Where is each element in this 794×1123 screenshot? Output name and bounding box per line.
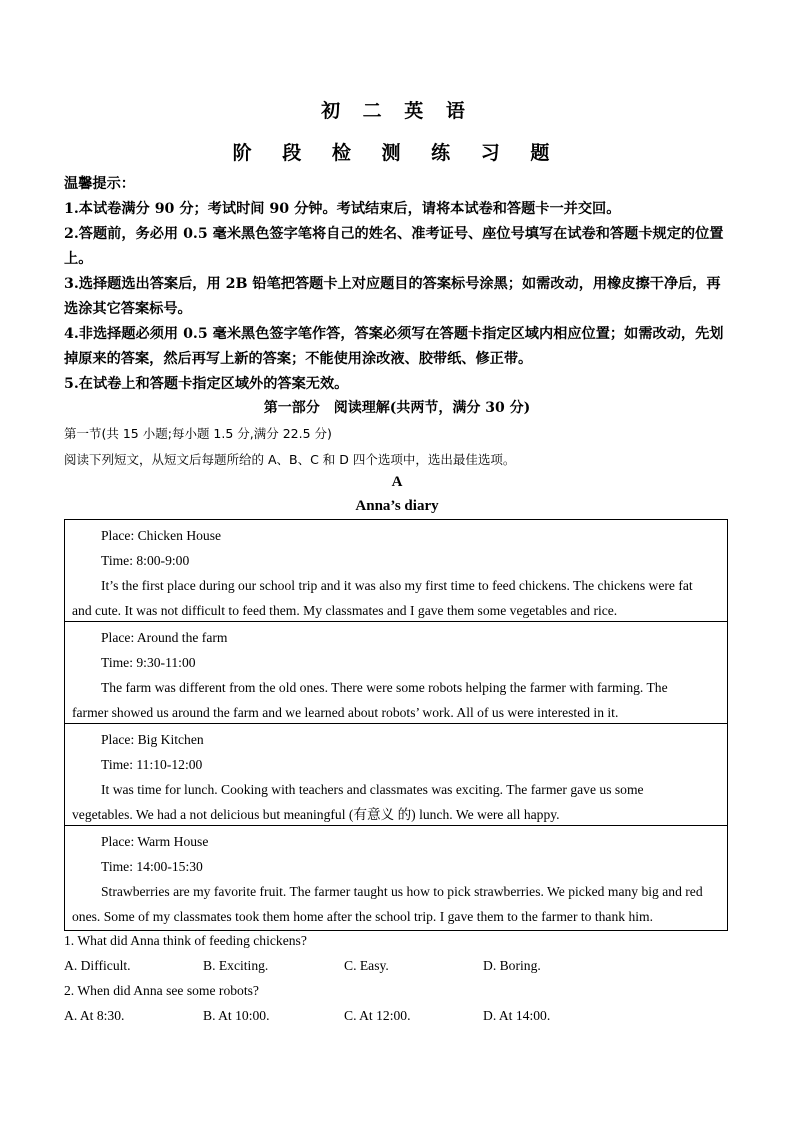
notice-heading: 温馨提示：: [64, 176, 135, 192]
option-b: B. At 10:00.: [203, 1008, 270, 1023]
entry-place: Place: Big Kitchen: [101, 732, 204, 747]
option-c: C. Easy.: [344, 958, 389, 973]
passage-title: Anna’s diary: [355, 498, 439, 514]
notice-item: 3.选择题选出答案后，用 2B 铅笔把答题卡上对应题目的答案标号涂黑；如需改动，用橡皮擦干净后，再选涂其它答案标号。: [64, 276, 721, 317]
option-c: C. At 12:00.: [344, 1008, 411, 1023]
diary-entry: [65, 622, 727, 724]
entry-text: ones. Some of my classmates took them home after the school trip. I gave them to the farmer to thank him.: [72, 909, 653, 924]
entry-place: Place: Around the farm: [101, 630, 228, 645]
instruction: 阅读下列短文，从短文后每题所给的 A、B、C 和 D 四个选项中，选出最佳选项。: [64, 452, 516, 467]
notice-item: 5.在试卷上和答题卡指定区域外的答案无效。: [64, 376, 349, 392]
question-stem: 2. When did Anna see some robots?: [64, 983, 259, 998]
entry-text: The farm was different from the old ones. There were some robots helping the farmer with farming. The: [101, 680, 668, 695]
notice-item: 1.本试卷满分 90 分；考试时间 90 分钟。考试结束后，请将本试卷和答题卡一并交回。: [64, 201, 621, 217]
entry-text: vegetables. We had a not delicious but meaningful (有意义 的) lunch. We were all happy.: [72, 807, 560, 822]
section-title: 第一节(共 15 小题;每小题 1.5 分,满分 22.5 分): [64, 426, 332, 441]
question-stem: 1. What did Anna think of feeding chickens?: [64, 933, 307, 948]
entry-text: Strawberries are my favorite fruit. The farmer taught us how to pick strawberries. We picked many big and red: [101, 884, 703, 899]
notice-block: [64, 172, 734, 397]
entry-time: Time: 14:00-15:30: [101, 859, 203, 874]
entry-text: and cute. It was not difficult to feed them. My classmates and I gave them some vegetables and rice.: [72, 603, 618, 618]
page-title: 初 二 英 语: [321, 100, 473, 122]
diary-table: [64, 519, 728, 931]
diary-entry: [65, 520, 727, 622]
entry-time: Time: 8:00-9:00: [101, 553, 190, 568]
option-b: B. Exciting.: [203, 958, 269, 973]
notice-item: 4.非选择题必须用 0.5 毫米黑色签字笔作答，答案必须写在答题卡指定区域内相应位置；如需改动，先划掉原来的答案，然后再写上新的答案；不能使用涂改液、胶带纸、修正带。: [64, 326, 724, 367]
part-title: 第一部分 阅读理解(共两节，满分 30 分): [263, 400, 531, 416]
notice-item: 2.答题前，务必用 0.5 毫米黑色签字笔将自己的姓名、准考证号、座位号填写在试卷和答题卡规定的位置上。: [64, 226, 724, 267]
option-d: D. Boring.: [483, 958, 541, 973]
page-subtitle: 阶 段 检 测 练 习 题: [232, 142, 562, 164]
entry-text: farmer showed us around the farm and we learned about robots’ work. All of us were interested in it.: [72, 705, 619, 720]
entry-place: Place: Chicken House: [101, 528, 222, 543]
entry-time: Time: 11:10-12:00: [101, 757, 203, 772]
entry-text: It’s the first place during our school trip and it was also my first time to feed chickens. The chickens were fat: [101, 578, 693, 593]
option-d: D. At 14:00.: [483, 1008, 551, 1023]
option-a: A. Difficult.: [64, 958, 131, 973]
passage-letter: A: [391, 474, 403, 490]
diary-entry: [65, 826, 727, 930]
entry-place: Place: Warm House: [101, 834, 209, 849]
option-a: A. At 8:30.: [64, 1008, 125, 1023]
diary-entry: [65, 724, 727, 826]
entry-time: Time: 9:30-11:00: [101, 655, 196, 670]
entry-text: It was time for lunch. Cooking with teachers and classmates was exciting. The farmer gave us some: [101, 782, 644, 797]
